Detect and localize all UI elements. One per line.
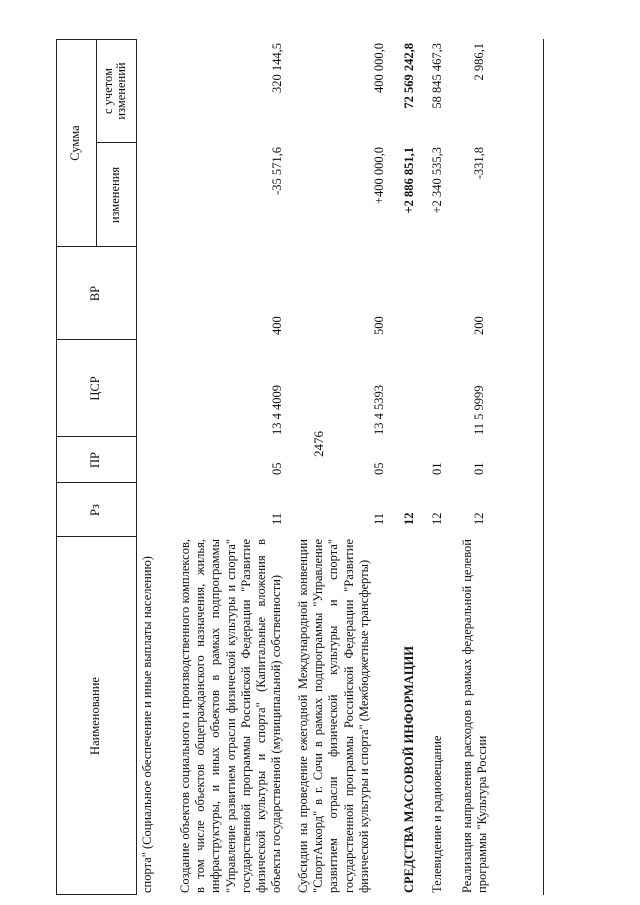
row-name: Телевидение и радиовещание (430, 735, 444, 893)
table-bottom-border (543, 39, 544, 895)
row-change: +2 340 535,3 (430, 147, 444, 214)
header-with-change: с учетом изменений (101, 62, 128, 120)
row-change: +400 000,0 (372, 147, 386, 205)
row-vr: 500 (372, 316, 386, 335)
row-rz: 12 (430, 512, 444, 525)
row-change: +2 886 851,1 (402, 147, 416, 214)
row-name: Субсидии на проведение ежегодной Международной конвенции "СпортАккорд" в г. Сочи в рамках подпрограммы "Управление развитием отрасли физической культуры и спорта" государственной программы Российской Федерации "Развитие физической культуры и спорта" (Межбюджетные трансферты) (296, 539, 371, 893)
row-total: 72 569 242,8 (402, 43, 416, 109)
header-change: изменения (108, 166, 122, 224)
row-csr: 11 5 9999 (472, 385, 486, 435)
row-total: 320 144,5 (270, 43, 284, 93)
row-total: 2 986,1 (472, 43, 486, 81)
header-pr: ПР (88, 452, 102, 468)
sum-divider (96, 39, 97, 247)
row-pr: 01 (472, 462, 486, 475)
row-name-section: СРЕДСТВА МАССОВОЙ ИНФОРМАЦИИ (402, 645, 416, 893)
row-rz: 12 (472, 512, 486, 525)
row-rz: 11 (372, 512, 386, 525)
row-pr: 05 (372, 462, 386, 475)
row-name: Реализация направления расходов в рамках федеральной целевой программы "Культура России (460, 539, 490, 893)
budget-table (56, 39, 544, 895)
row-vr: 400 (270, 316, 284, 335)
row-csr: 13 4 5393 (372, 385, 386, 435)
header-sum: Сумма (68, 125, 82, 161)
row-pr: 01 (430, 462, 444, 475)
row-rz: 12 (402, 512, 416, 525)
row-csr: 13 4 4009 (270, 385, 284, 435)
header-vr: ВР (88, 285, 102, 302)
row-name: Создание объектов социального и производственного комплексов, в том числе объектов общегражданского назначения, жилья, инфраструктуры, и иных объектов в рамках подпрограммы "Управление развитием отрасли физической культуры и спорта" государственной программы Российской Федерации "Развитие физической культуры и спорта" (Капитальные вложения в объекты государственной (муниципальной) собственности) (178, 539, 284, 893)
row-change: -35 571,6 (270, 147, 284, 195)
header-bottom-border (136, 39, 137, 895)
table-top-border (56, 39, 57, 895)
row-change: -331,8 (472, 147, 486, 180)
row-name: спорта" (Социальное обеспечение и иные выплаты населению) (140, 556, 154, 893)
row-total: 400 000,0 (372, 43, 386, 93)
header-name: Наименование (88, 677, 102, 755)
header-csr: ЦСР (88, 376, 102, 401)
row-vr: 200 (472, 316, 486, 335)
header-rz: Рз (88, 504, 102, 516)
row-total: 58 845 467,3 (430, 43, 444, 109)
page-number: 2476 (311, 431, 326, 457)
row-pr: 05 (270, 462, 284, 475)
row-rz: 11 (270, 512, 284, 525)
